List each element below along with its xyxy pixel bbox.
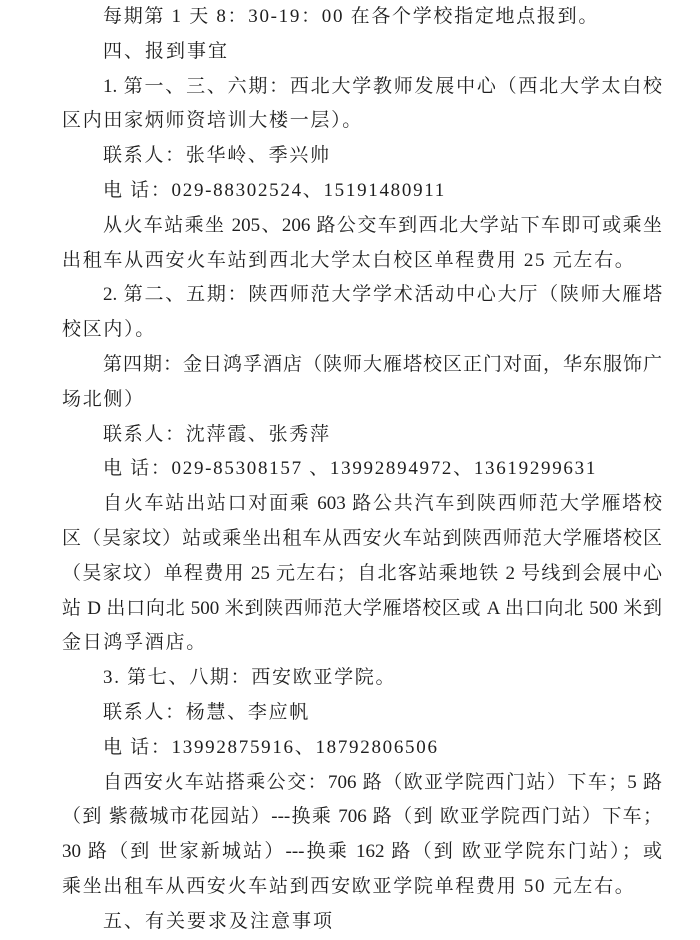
text-line: （吴家坟）单程费用 25 元左右；自北客站乘地铁 2 号线到会展中心 bbox=[62, 562, 662, 584]
text-line: 金日鸿孚酒店。 bbox=[62, 632, 207, 654]
text-line: 1. 第一、三、六期：西北大学教师发展中心（西北大学太白校 bbox=[103, 75, 662, 97]
text-line: 乘坐出租车从西安火车站到西安欧亚学院单程费用 50 元左右。 bbox=[62, 875, 636, 897]
text-line: 校区内）。 bbox=[62, 319, 157, 341]
section-heading: 四、报到事宜 bbox=[103, 40, 230, 62]
text-line: 第四期：金日鸿孚酒店（陕师大雁塔校区正门对面，华东服饰广 bbox=[103, 353, 662, 375]
text-line: 联系人：张华岭、季兴帅 bbox=[103, 145, 331, 167]
text-line: 自火车站出站口对面乘 603 路公共汽车到陕西师范大学雁塔校 bbox=[103, 493, 662, 515]
text-line: 场北侧） bbox=[62, 388, 145, 410]
section-heading: 五、有关要求及注意事项 bbox=[103, 910, 335, 932]
text-line: 电 话：029-85308157 、13992894972、13619299631 bbox=[103, 458, 598, 480]
text-line: （到 紫薇城市花园站）---换乘 706 路（到 欧亚学院西门站）下车； bbox=[62, 806, 662, 828]
text-line: 每期第 1 天 8：30-19：00 在各个学校指定地点报到。 bbox=[103, 6, 600, 27]
text-line: 30 路（到 世家新城站）---换乘 162 路（到 欧亚学院东门站）；或 bbox=[62, 841, 662, 863]
text-line: 电 话：029-88302524、15191480911 bbox=[103, 179, 446, 201]
text-line: 出租车从西安火车站到西北大学太白校区单程费用 25 元左右。 bbox=[62, 249, 636, 271]
text-line: 3. 第七、八期：西安欧亚学院。 bbox=[103, 667, 397, 689]
document-body bbox=[62, 0, 662, 940]
text-line: 自西安火车站搭乘公交：706 路（欧亚学院西门站）下车；5 路 bbox=[103, 771, 662, 793]
text-line: 联系人：杨慧、李应帆 bbox=[103, 701, 311, 723]
text-line: 联系人：沈萍霞、张秀萍 bbox=[103, 423, 331, 445]
text-line: 电 话：13992875916、18792806506 bbox=[103, 736, 439, 758]
text-line: 从火车站乘坐 205、206 路公交车到西北大学站下车即可或乘坐 bbox=[103, 214, 662, 236]
text-line: 站 D 出口向北 500 米到陕西师范大学雁塔校区或 A 出口向北 500 米到 bbox=[62, 597, 662, 619]
text-line: 区内田家炳师资培训大楼一层）。 bbox=[62, 110, 364, 132]
text-line: 区（吴家坟）站或乘坐出租车从西安火车站到陕西师范大学雁塔校区 bbox=[62, 527, 662, 549]
text-line: 2. 第二、五期：陕西师范大学学术活动中心大厅（陕师大雁塔 bbox=[103, 284, 662, 306]
